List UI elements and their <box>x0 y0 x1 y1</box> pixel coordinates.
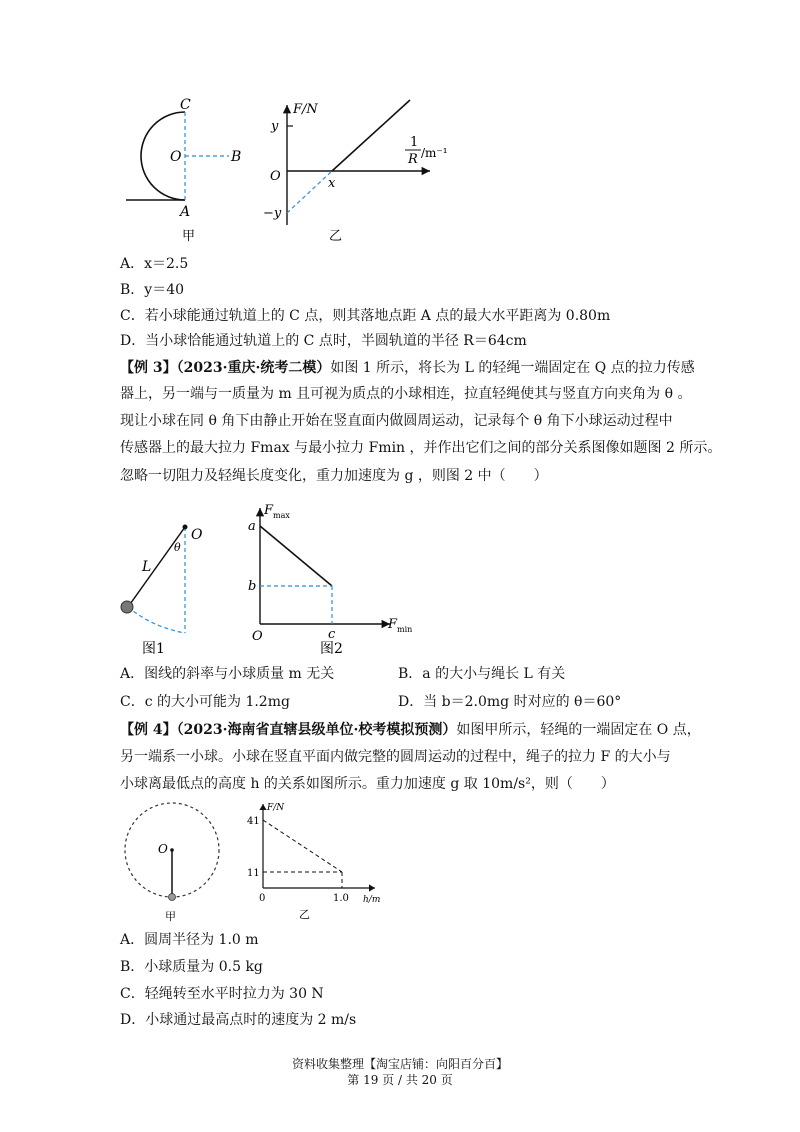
y-axis-label: F/N <box>293 102 318 117</box>
fig2-caption: 图2 <box>320 641 343 655</box>
example4-line1 <box>120 720 701 740</box>
q2-option-c[interactable]: C．若小球能通过轨道上的 C 点，则其落地点距 A 点的最大水平距离为 0.80m <box>120 308 611 324</box>
yi-caption: 乙 <box>299 908 310 921</box>
figure-yi-graph <box>255 95 455 245</box>
origin-O: O <box>270 169 281 184</box>
example4-option-c[interactable]: C．轻绳转至水平时拉力为 30 N <box>120 986 324 1002</box>
fig1-theta: θ <box>174 541 181 554</box>
yi-41: 41 <box>247 816 260 827</box>
example3-source: （2023·重庆·统考二模） <box>176 360 331 376</box>
tick-y: y <box>271 119 279 134</box>
fig1-O: O <box>191 527 203 543</box>
example3-tag: 【例 3】 <box>120 360 177 376</box>
yi-11: 11 <box>247 868 260 879</box>
example3-option-a[interactable]: A．图线的斜率与小球质量 m 无关 <box>120 666 335 682</box>
example3-line4: 传感器上的最大拉力 Fmax 与最小拉力 Fmin ，并作出它们之间的部分关系图像如题图 2 所示。 <box>120 440 722 456</box>
example3-line3: 现让小球在同 θ 角下由静止开始在竖直面内做圆周运动，记录每个 θ 角下小球运动过程中 <box>120 413 673 429</box>
example3-option-d[interactable]: D．当 b＝2.0mg 时对应的 θ＝60° <box>398 694 622 710</box>
example4-option-b[interactable]: B．小球质量为 0.5 kg <box>120 959 263 975</box>
example3-line2: 器上，另一端与一质量为 m 且可视为质点的小球相连，拉直轻绳使其与竖直方向夹角为 θ 。 <box>120 386 692 402</box>
fig1-caption: 图1 <box>142 641 165 655</box>
fig2-x-axis: F <box>388 617 398 632</box>
fig2-c: c <box>328 627 336 642</box>
example3-figure2 <box>240 500 420 655</box>
example4-line3: 小球离最低点的高度 h 的关系如图所示。重力加速度 g 取 10m/s²，则（ ） <box>120 776 615 792</box>
tick-neg-y: −y <box>263 206 282 221</box>
yi-origin: 0 <box>259 893 266 904</box>
yi-1.0: 1.0 <box>333 893 349 904</box>
fig2-a: a <box>248 519 256 534</box>
example3-figure1 <box>112 515 222 655</box>
yi-y-axis: F/N <box>267 803 285 813</box>
label-A: A <box>180 204 191 220</box>
jia-caption: 甲 <box>165 910 176 923</box>
caption-jia: 甲 <box>182 229 196 244</box>
caption-yi: 乙 <box>329 229 343 244</box>
x-axis-num: 1 <box>410 135 419 150</box>
example3-line1 <box>120 358 695 378</box>
yi-x-axis: h/m <box>363 895 381 905</box>
fig2-b: b <box>248 579 257 594</box>
example4-tag: 【例 4】 <box>120 722 177 738</box>
example3-line5: 忽略一切阻力及轻绳长度变化，重力加速度为 g ，则图 2 中（ ） <box>120 468 548 484</box>
fig1-L: L <box>142 559 152 575</box>
example4-option-a[interactable]: A．圆周半径为 1.0 m <box>120 932 259 948</box>
example4-figure-jia <box>118 800 228 925</box>
footer-page-number: 第 19 页 / 共 20 页 <box>347 1073 453 1087</box>
example4-option-d[interactable]: D．小球通过最高点时的速度为 2 m/s <box>120 1012 357 1028</box>
q2-option-b[interactable]: B．y＝40 <box>120 282 185 298</box>
label-B: B <box>231 149 242 165</box>
fig2-y-axis: F <box>264 503 274 518</box>
example3-option-b[interactable]: B．a 的大小与绳长 L 有关 <box>398 666 566 682</box>
q2-option-d[interactable]: D．当小球恰能通过轨道上的 C 点时，半圆轨道的半径 R＝64cm <box>120 333 527 349</box>
fig2-y-sub: max <box>273 511 290 520</box>
x-axis-den: R <box>408 152 418 167</box>
fig2-origin: O <box>252 629 263 644</box>
example4-line2: 另一端系一小球。小球在竖直平面内做完整的圆周运动的过程中，绳子的拉力 F 的大小与 <box>120 749 671 765</box>
example4-source: （2023·海南省直辖县级单位·校考模拟预测） <box>176 722 457 738</box>
jia-O: O <box>158 842 168 856</box>
x-axis-unit: /m⁻¹ <box>421 146 448 160</box>
footer-source: 资料收集整理【淘宝店铺：向阳百分百】 <box>291 1057 508 1071</box>
figure-jia-track <box>110 95 260 245</box>
example4-text1: 如图甲所示，轻绳的一端固定在 O 点， <box>456 722 701 738</box>
fig2-x-sub: min <box>397 625 413 634</box>
label-C: C <box>180 97 191 113</box>
q2-option-a[interactable]: A．x＝2.5 <box>120 256 189 272</box>
example4-figure-yi <box>245 800 395 925</box>
example3-text1: 如图 1 所示，将长为 L 的轻绳一端固定在 Q 点的拉力传感 <box>330 360 695 376</box>
example3-option-c[interactable]: C．c 的大小可能为 1.2mg <box>120 694 290 710</box>
label-O: O <box>170 149 182 165</box>
tick-x: x <box>328 176 336 191</box>
